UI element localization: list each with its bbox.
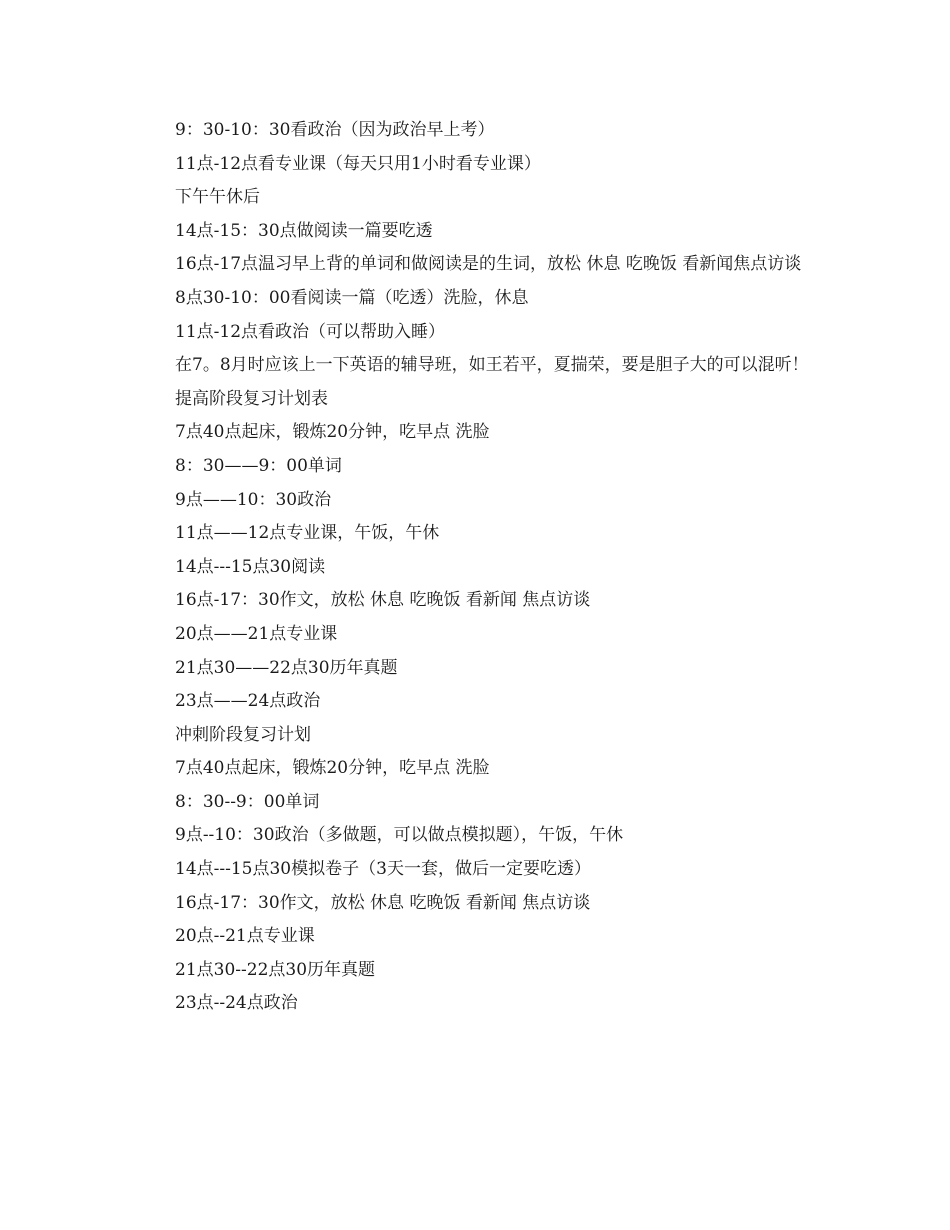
paragraph: 23点——24点政治 xyxy=(175,691,321,712)
section-heading: 提高阶段复习计划表 xyxy=(175,388,328,409)
paragraph: 9点——10：30政治 xyxy=(175,489,332,510)
paragraph: 8点30-10：00看阅读一篇（吃透）洗脸，休息 xyxy=(175,287,529,308)
paragraph: 8：30——9：00单词 xyxy=(175,455,342,476)
paragraph: 14点---15点30阅读 xyxy=(175,556,326,577)
paragraph: 9：30-10：30看政治（因为政治早上考） xyxy=(175,120,495,140)
paragraph: 8：30--9：00单词 xyxy=(175,791,320,812)
paragraph: 20点——21点专业课 xyxy=(175,623,338,644)
paragraph: 7点40点起床，锻炼20分钟，吃早点 洗脸 xyxy=(175,758,490,779)
paragraph: 21点30——22点30历年真题 xyxy=(175,657,398,678)
paragraph: 16点-17：30作文，放松 休息 吃晚饭 看新闻 焦点访谈 xyxy=(175,892,591,913)
paragraph: 16点-17：30作文，放松 休息 吃晚饭 看新闻 焦点访谈 xyxy=(175,590,591,611)
paragraph: 23点--24点政治 xyxy=(175,993,298,1014)
paragraph: 在7。8月时应该上一下英语的辅导班，如王若平，夏揣荣，要是胆子大的可以混听！ xyxy=(175,355,809,376)
paragraph: 14点-15：30点做阅读一篇要吃透 xyxy=(175,220,433,241)
paragraph: 11点-12点看政治（可以帮助入睡） xyxy=(175,321,446,342)
paragraph: 11点-12点看专业课（每天只用1小时看专业课） xyxy=(175,153,541,174)
paragraph: 9点--10：30政治（多做题，可以做点模拟题），午饭，午休 xyxy=(175,825,624,846)
paragraph: 7点40点起床，锻炼20分钟，吃早点 洗脸 xyxy=(175,422,490,443)
paragraph: 14点---15点30模拟卷子（3天一套，做后一定要吃透） xyxy=(175,859,591,880)
document-body xyxy=(140,114,820,1021)
paragraph: 21点30--22点30历年真题 xyxy=(175,959,376,980)
paragraph: 16点-17点温习早上背的单词和做阅读是的生词，放松 休息 吃晚饭 看新闻焦点访谈 xyxy=(175,254,802,275)
paragraph: 20点--21点专业课 xyxy=(175,926,315,947)
section-heading: 冲刺阶段复习计划 xyxy=(175,724,311,745)
paragraph: 11点——12点专业课，午饭，午休 xyxy=(175,523,440,544)
paragraph: 下午午休后 xyxy=(175,187,260,208)
